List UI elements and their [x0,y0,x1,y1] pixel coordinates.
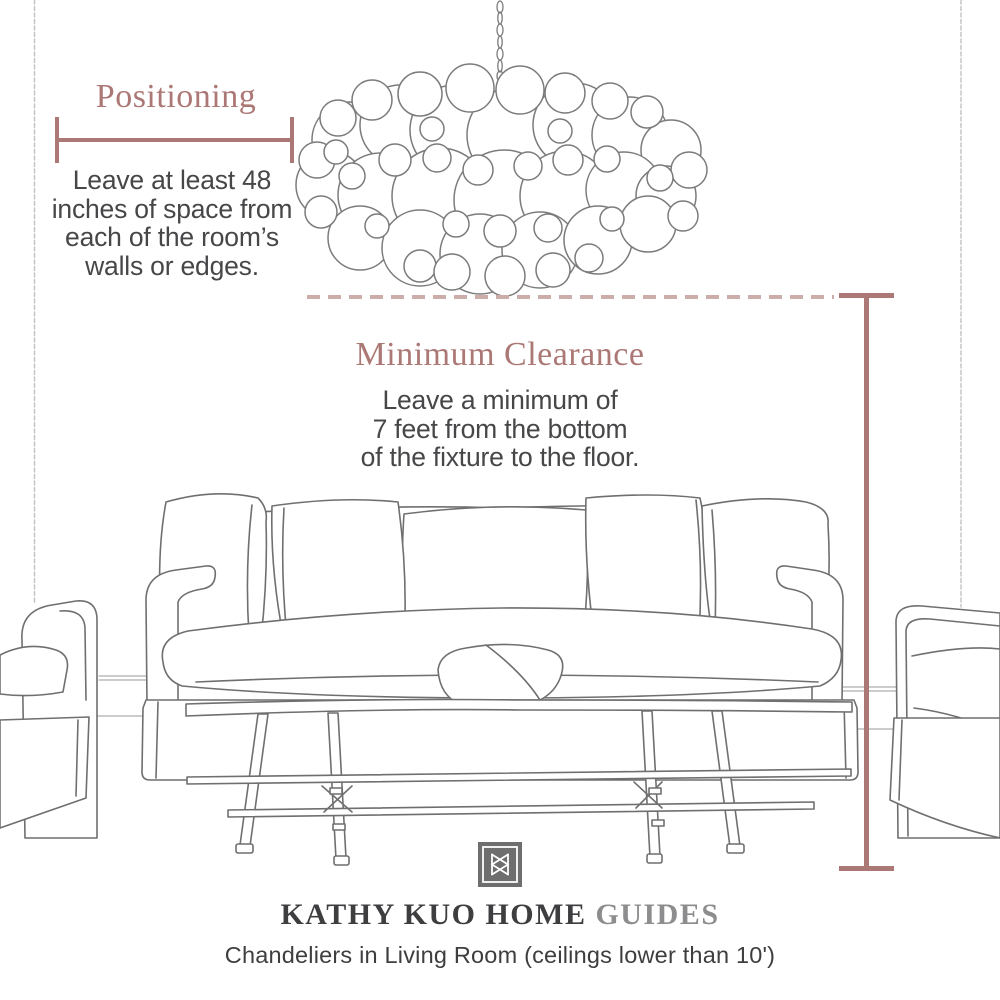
chandelier-chain-icon [497,1,503,81]
footer-brand [0,898,1000,932]
positioning-text-line: walls or edges. [85,250,259,281]
positioning-text-line: inches of space from [51,193,293,224]
clearance-text [330,386,670,472]
clearance-measure-line [864,296,869,868]
clearance-measure-cap-bottom [839,866,894,871]
clearance-text-line: Leave a minimum of [382,385,618,415]
kathy-kuo-home-monogram-icon [478,842,522,887]
width-measure-line [57,138,293,142]
clearance-title: Minimum Clearance [355,336,645,373]
chandelier-sketch [296,64,707,296]
infographic-subtitle: Chandeliers in Living Room (ceilings lower than 10') [224,942,776,968]
armchair-left-sketch [0,601,97,838]
positioning-title: Positioning [95,78,257,115]
sofa-sketch [142,494,858,780]
width-measure-cap-right [290,117,294,163]
ceiling-dashed-line [307,295,834,299]
positioning-text-line: Leave at least 48 [72,165,272,195]
clearance-text-line: of the fixture to the floor. [360,442,640,472]
positioning-text-line: each of the room’s [65,222,279,252]
positioning-text [38,166,306,280]
armchair-right-sketch [890,606,1000,838]
brand-suffix: GUIDES [595,898,720,931]
brand-name: KATHY KUO HOME [280,898,587,931]
clearance-text-line: 7 feet from the bottom [372,413,628,444]
